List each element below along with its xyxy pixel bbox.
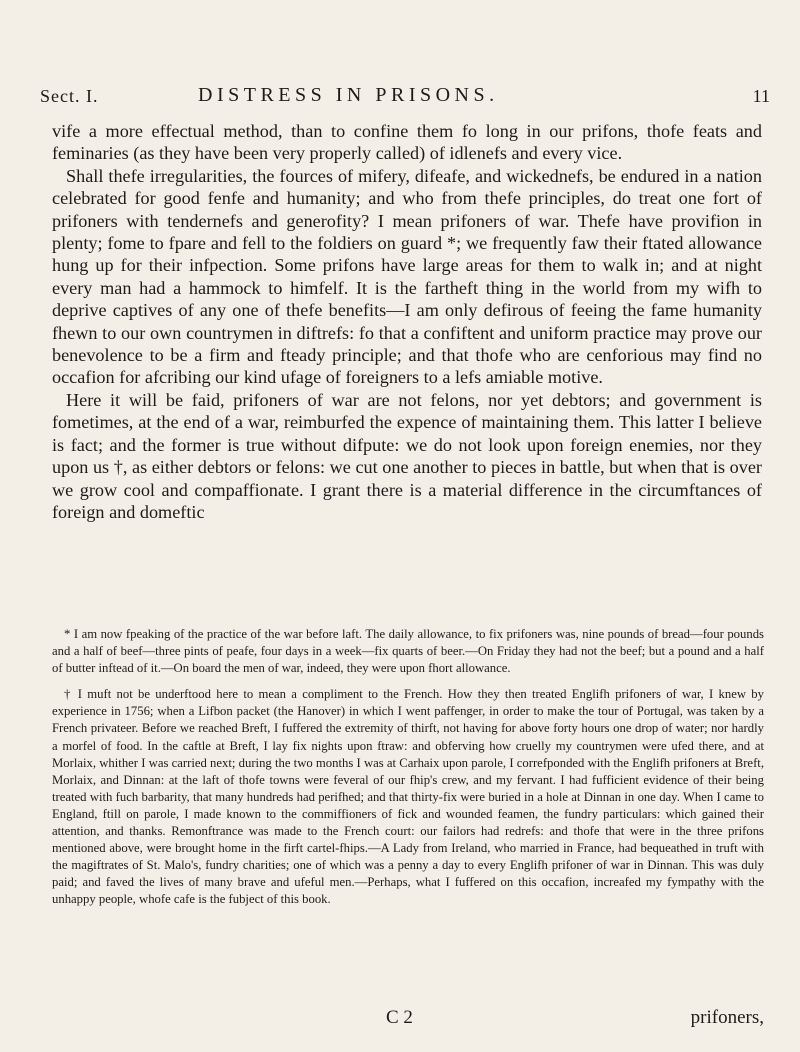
section-label: Sect. I. bbox=[40, 86, 99, 106]
page-footer bbox=[52, 1007, 764, 1033]
main-text bbox=[52, 120, 762, 523]
footnote-asterisk: * I am now fpeaking of the practice of the war before laft. The daily allowance, to fix prifoners was, nine pounds of bread—four pounds and a half of beef—three pints of peafe, four days in a week—fix quarts of beer.—On Friday they had not the beef; but a pound and a half of butter inftead of it.—On board the men of war, indeed, they were upon fhort allowance. bbox=[52, 627, 764, 676]
catchword: prifoners, bbox=[690, 1007, 764, 1028]
page-number: 11 bbox=[752, 86, 770, 106]
signature-mark: C 2 bbox=[386, 1007, 413, 1028]
paragraph: Shall thefe irregularities, the fources of mifery, difeafe, and wickednefs, be endured in a nation celebrated for good fenfe and humanity; and who from thefe principles, do treat one fort of prifoners with tendernefs and generofity? I mean prifoners of war. Thefe have provifion in plenty; fome to fpare and fell to the foldiers on guard *; we frequently faw their ftated allowance hung up for their infpection. Some prifons have large areas for them to walk in; and at night every man had a hammock to himfelf. It is the fartheft thing in the world from my wifh to deprive captives of any one of thefe benefits—I am only defirous of feeing the fame humanity fhewn to our own countrymen in diftrefs: fo that a confiftent and uniform practice may prove our benevolence to be a firm and fteady principle; and that thofe who are cenforious may find no occafion for afcribing our kind ufage of foreigners to a lefs amiable motive. bbox=[52, 165, 762, 388]
footnotes bbox=[52, 626, 764, 918]
running-header bbox=[40, 84, 770, 108]
paragraph-continuation: vife a more effectual method, than to confine them fo long in our prifons, thofe feats and feminaries (as they have been very properly called) of idlenefs and every vice. bbox=[52, 121, 762, 164]
running-title: DISTRESS IN PRISONS. bbox=[198, 84, 499, 106]
footnote-dagger: † I muft not be underftood here to mean a compliment to the French. How they then treated Englifh prifoners of war, I knew by experience in 1756; when a Lifbon packet (the Hanover) in which I went paffenger, in order to make the tour of Portugal, was taken by a French privateer. Before we reached Breft, I fuffered the extremity of thirft, not having for above forty hours one drop of water; nor hardly a morfel of food. In the caftle at Breft, I lay fix nights upon ftraw: and obferving how cruelly my countrymen were ufed there, and at Morlaix, whither I was carried next; during the two months I was at Carhaix upon parole, I correfponded with the Englifh prifoners at Breft, Morlaix, and Dinnan: at the laft of thofe towns were feveral of our fhip's crew, and my fervant. I had fufficient evidence of their being treated with fuch barbarity, that many hundreds had perifhed; and that thirty-fix were buried in a hole at Dinnan in one day. When I came to England, ftill on parole, I made known to the commiffioners of fick and wounded feamen, the fundry particulars: which gained their attention, and thanks. Remonftrance was made to the French court: our failors had redrefs: and thofe that were in the three prifons mentioned above, were brought home in the firft cartel-fhips.—A Lady from Ireland, who married in France, had bequeathed in truft with the magiftrates of St. Malo's, fundry charities; one of which was a penny a day to every Englifh prifoner of war in Dinnan. This was duly paid; and faved the lives of many brave and ufeful men.—Perhaps, what I fuffered on this occafion, increafed my fympathy with the unhappy people, whofe cafe is the fubject of this book. bbox=[52, 687, 764, 907]
paragraph: Here it will be faid, prifoners of war are not felons, nor yet debtors; and government is fometimes, at the end of a war, reimburfed the expence of maintaining them. This latter I believe is fact; and the former is true without difpute: we do not look upon foreign enemies, nor they upon us †, as either debtors or felons: we cut one another to pieces in battle, but when that is over we grow cool and compaffionate. I grant there is a material difference in the circumftances of foreign and domeftic bbox=[52, 389, 762, 522]
